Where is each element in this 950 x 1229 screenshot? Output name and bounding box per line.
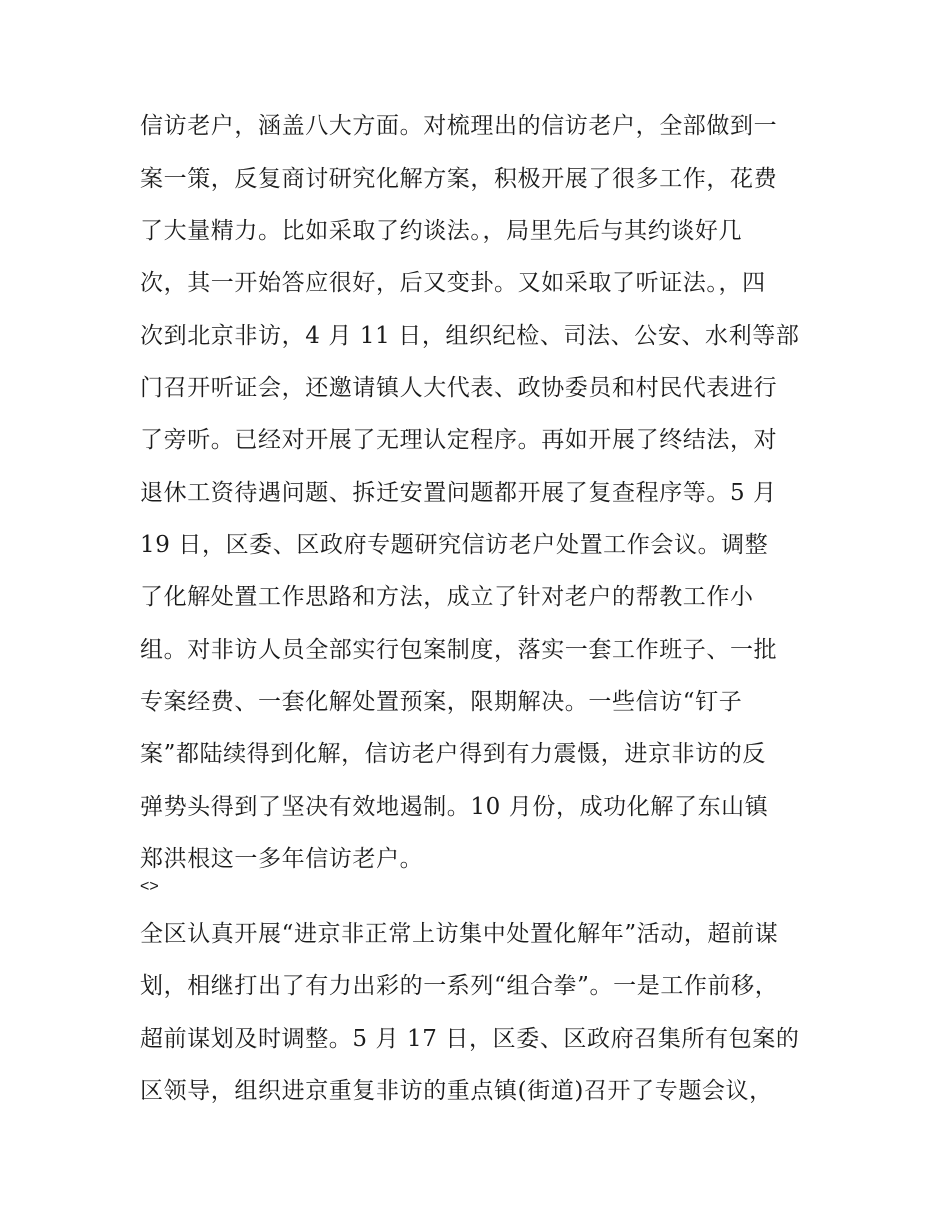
text-line: 全区认真开展“进京非正常上访集中处置化解年”活动，超前谋 [140, 921, 779, 947]
text-line: 次到北京非访，4 月 11 日，组织纪检、司法、公安、水利等部 [140, 323, 800, 349]
text-line: 了旁听。已经对开展了无理认定程序。再如开展了终结法，对 [140, 427, 778, 453]
text-line: 划，相继打出了有力出彩的一系列“组合拳”。一是工作前移， [140, 973, 779, 999]
text-line: 超前谋划及时调整。5 月 17 日，区委、区政府召集所有包案的 [140, 1026, 800, 1052]
text-line: 组。对非访人员全部实行包案制度，落实一套工作班子、一批 [140, 637, 778, 663]
text-line: 退休工资待遇问题、拆迁安置问题都开展了复查程序等。5 月 [140, 480, 777, 506]
text-line: 了大量精力。比如采取了约谈法。，局里先后与其约谈好几 [140, 218, 743, 244]
text-line: 信访老户，涵盖八大方面。对梳理出的信访老户，全部做到一 [140, 113, 778, 139]
text-line: 专案经费、一套化解处置预案，限期解决。一些信访“钉子 [140, 689, 743, 715]
section-marker: <> [140, 878, 159, 895]
text-line: 弹势头得到了坚决有效地遏制。10 月份，成功化解了东山镇 [140, 794, 769, 820]
text-line: 19 日，区委、区政府专题研究信访老户处置工作会议。调整 [140, 532, 769, 558]
text-line: 郑洪根这一多年信访老户。 [140, 846, 424, 872]
text-line: 次，其一开始答应很好，后又变卦。又如采取了听证法。，四 [140, 270, 766, 296]
text-line: 案一策，反复商讨研究化解方案，积极开展了很多工作，花费 [140, 166, 778, 192]
text-line: 门召开听证会，还邀请镇人大代表、政协委员和村民代表进行 [140, 375, 778, 401]
text-line: 了化解处置工作思路和方法，成立了针对老户的帮教工作小 [140, 584, 754, 610]
text-line: 区领导，组织进京重复非访的重点镇(街道)召开了专题会议， [140, 1078, 773, 1104]
text-line: 案”都陆续得到化解，信访老户得到有力震慑，进京非访的反 [140, 741, 766, 767]
